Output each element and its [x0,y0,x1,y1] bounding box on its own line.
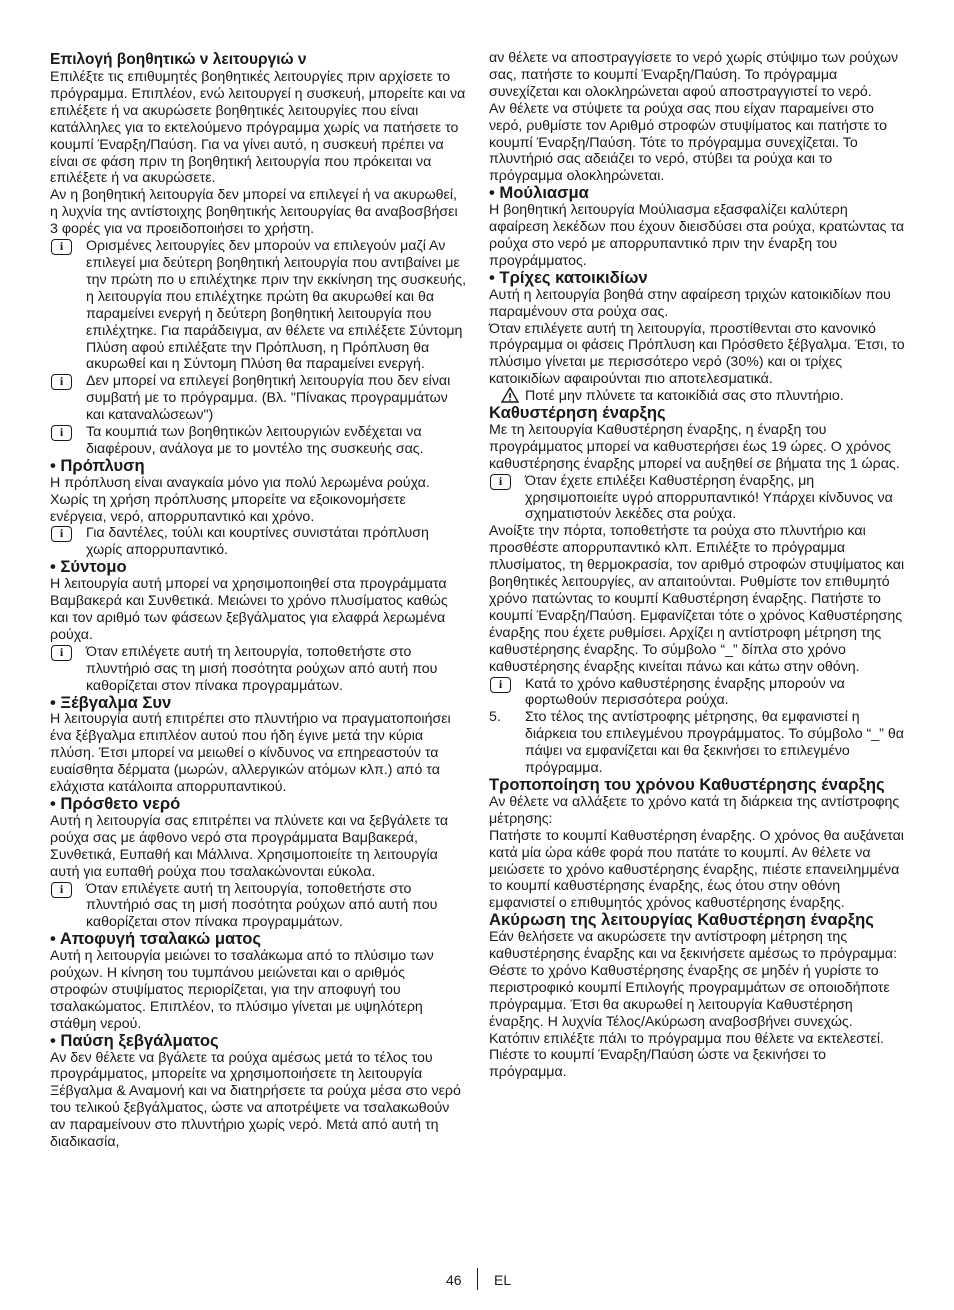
note-text: Όταν έχετε επιλέξει Καθυστέρηση έναρξης, μη χρησιμοποιείτε υγρό απορρυπαντικό! Υπάρχει κίνδυνος να σχηματιστούν λεκέδες στα ρούχα. [525,472,893,523]
anti-crease-heading: • Αποφυγή τσαλακώ ματος [50,929,261,949]
info-note [50,424,466,458]
step-text: Στο τέλος της αντίστροφης μέτρησης, θα εμφανιστεί η διάρκεια του επιλεγμένου προγράμματος. Το σύμβολο “_” θα πάψει να εμφανίζεται και θα ξεκινήσει το επιλεγμένο πρόγραμμα. [525,709,904,777]
short-text: Η λειτουργία αυτή μπορεί να χρησιμοποιηθεί στα προγράμματα Βαμβακερά και Συνθετικά. Μειώνει το χρόνο πλυσίματος καθώς και τον αριθμό των φάσεων ξεβγάλματος για ελαφρά λερωμένα ρούχα. [50,576,448,643]
left-column [50,50,466,1151]
soak-text: Η βοηθητική λειτουργία Μούλιασμα εξασφαλίζει καλύτερη αφαίρεση λεκέδων που έχουν διεισδύσει στα ρούχα, κρατώντας τα ρούχα στο νερό με απορρυπαντικό πριν την έναρξη του προγράμματος. [489,202,905,269]
delay-start-steps: Ανοίξτε την πόρτα, τοποθετήστε τα ρούχα στο πλυντήριο και προσθέστε απορρυπαντικό κλπ. Επιλέξτε το πρόγραμμα πλυσίματος, τη θερμοκρασία, τον αριθμό στροφών στυψίματος και βοηθητικές λειτουργίες, αν απαιτούνται. Ρυθμίστε τον επιθυμητό χρόνο πατώντας το κουμπί Καθυστέρηση έναρξης. Πατήστε το κουμπί Έναρξη/Παύση. Εμφανίζεται τότε ο χρόνος Καθυστέρησης έναρξης που έχετε ρυθμίσει. Αρχίζει η αντίστροφη μέτρηση της καθυστέρησης έναρξης. Το σύμβολο “_” δίπλα στο χρόνο καθυστέρησης έναρξης κινείται πάνω και κάτω στην οθόνη. [489,523,905,675]
delay-start-text: Με τη λειτουργία Καθυστέρηση έναρξης, η έναρξη του προγράμματος μπορεί να καθυστερήσει έως 19 ώρες. Ο χρόνος καθυστέρησης έναρξης μπορεί να αυξηθεί σε βήματα της 1 ώρας. [489,421,900,472]
info-note [50,373,466,424]
info-note [489,473,907,524]
info-icon: i [51,239,72,255]
rinse-plus-heading: • Ξέβγαλμα Συν [50,692,172,712]
page-number: 46 [446,1272,462,1288]
anti-crease-text: Αυτή η λειτουργία μειώνει το τσαλάκωμα από το πλύσιμο των ρούχων. Η κίνηση του τυμπάνου μειώνεται και ο αριθμός στροφών στυψίματος περιορίζεται, για την αποφυγή του τσαλακώματος. Επιπλέον, το πλύσιμο γίνεται με υψηλότερη στάθμη νερού. [50,948,434,1032]
warning-note [489,388,907,405]
extra-water-heading: • Πρόσθετο νερό [50,793,181,813]
extra-water-text: Αυτή η λειτουργία σας επιτρέπει να πλύνετε και να ξεβγάλετε τα ρούχα σας με άφθονο νερό στα προγράμματα Βαμβακερά, Συνθετικά, Ευπαθή και Μάλλινα. Χρησιμοποιείτε τη λειτουργία αυτή για ευπαθή ρούχα που τσαλακώνονται εύκολα. [50,812,449,880]
right-column [489,50,907,1081]
pet-hair-text-2: Όταν επιλέγετε αυτή τη λειτουργία, προστίθενται στο κανονικό πρόγραμμα οι φάσεις Πρόπλυση και Πρόσθετο ξέβγαλμα. Έτσι, το πλύσιμο γίνεται με περισσότερο νερό (30%) και οι τρίχες κατοικιδίων αφαιρούνται πιο αποτελεσματικά. [489,320,905,388]
info-icon: i [51,425,72,441]
info-icon: i [490,474,511,490]
short-heading: • Σύντομο [50,557,127,577]
rinse-hold-heading: • Παύση ξεβγάλματος [50,1030,219,1050]
warning-icon [501,387,519,403]
info-note [50,238,466,373]
info-icon: i [51,374,72,390]
rinse-hold-text: Αν δεν θέλετε να βγάλετε τα ρούχα αμέσως μετά το τέλος του προγράμματος, μπορείτε να χρησιμοποιήσετε τη λειτουργία Ξέβγαλμα & Αναμονή και να διατηρήσετε τα ρούχα μέσα στο νερό του τελικού ξεβγάλματος, ώστε να αποτρέψετε να τσαλακωθούν αν παραμείνουν στο πλυντήριο χωρίς νερό. Μετά από αυτή τη διαδικασία, [50,1049,461,1151]
delay-start-heading: Καθυστέρηση έναρξης [489,403,666,423]
step-number: 5. [489,709,501,726]
intro-paragraph: Επιλέξτε τις επιθυμητές βοηθητικές λειτουργίες πριν αρχίσετε το πρόγραμμα. Επιπλέον, ενώ λειτουργεί η συσκευή, μπορείτε και να επιλέξετε ή να ακυρώσετε βοηθητικές λειτουργίες που είναι κατάλληλες για το εκτελούμενο πρόγραμμα χωρίς να πατήσετε το κουμπί Έναρξη/Παύση. Για να γίνει αυτό, η συσκευή πρέπει να είναι σε φάση πριν τη βοηθητική λειτουργία που πρόκειται να επιλέξετε ή να ακυρώσετε. [50,69,466,187]
prewash-heading: • Πρόπλυση [50,455,145,475]
cancel-delay-text: Εάν θελήσετε να ακυρώσετε την αντίστροφη μέτρηση της καθυστέρησης έναρξης και να ξεκινήσετε αμέσως το πρόγραμμα: Θέστε το χρόνο Καθυστέρησης έναρξης σε μηδέν ή γυρίστε το περιστροφικό κουμπί Επιλογής προγραμμάτων σε οποιοδήποτε πρόγραμμα. Έτσι θα ακυρωθεί η λειτουργία Καθυστέρηση έναρξης. Η λυχνία Τέλος/Ακύρωση αναβοσβήνει συνεχώς. Κατόπιν επιλέξτε πάλι το πρόγραμμα που θέλετε να εκτελεστεί. Πιέστε το κουμπί Έναρξη/Παύση ώστε να ξεκινήσει το πρόγραμμα. [489,929,898,1081]
note-text: Τα κουμπιά των βοηθητικών λειτουργιών ενδέχεται να διαφέρουν, ανάλογα με το μοντέλο της συσκευής σας. [86,424,424,457]
note-text: Όταν επιλέγετε αυτή τη λειτουργία, τοποθετήστε στο πλυντήριό σας τη μισή ποσότητα ρούχων από αυτή που καθορίζεται στον πίνακα προγραμμάτων. [86,880,438,931]
info-note [50,881,466,932]
modify-delay-heading: Τροποποίηση του χρόνου Καθυστέρησης έναρξης [489,774,885,794]
prewash-text: Η πρόπλυση είναι αναγκαία μόνο για πολύ λερωμένα ρούχα. Χωρίς τη χρήση πρόπλυσης μπορείτε να εξοικονομήσετε ενέργεια, νερό, απορρυπαντικό και χρόνο. [50,474,430,525]
page-footer [0,1272,954,1292]
info-icon: i [51,645,72,661]
cancel-delay-heading: Ακύρωση της λειτουργίας Καθυστέρηση έναρξης [489,910,874,930]
footer-divider [477,1268,478,1290]
info-icon: i [51,526,72,542]
info-note [50,644,466,695]
rinse-plus-text: Η λειτουργία αυτή επιτρέπει στο πλυντήριο να πραγματοποιήσει ένα ξέβγαλμα επιπλέον αυτού που ήδη έγινε μετά την κύρια πλύση. Έτσι μπορεί να μειωθεί ο κίνδυνος να επηρεαστούν τα ευαίσθητα δέρματα (μωρών, αλλεργικών ατόμων κλπ.) από τα ελάχιστα κατάλοιπα απορρυπαντικού. [50,711,451,796]
modify-delay-text-2: Πατήστε το κουμπί Καθυστέρηση έναρξης. Ο χρόνος θα αυξάνεται κατά μία ώρα κάθε φορά που πατάτε το κουμπί. Αν θέλετε να μειώσετε το χρόνο καθυστέρησης έναρξης, πιέστε επανειλημμένα το κουμπί καθυστέρησης έναρξης, έως ότου στην οθόνη εμφανιστεί ο επιθυμητός χρόνος καθυστέρησης έναρξης. [489,827,904,912]
language-code: EL [494,1272,512,1288]
info-icon: i [51,882,72,898]
warning-text: Ποτέ μην πλύνετε τα κατοικίδιά σας στο πλυντήριο. [525,388,844,405]
info-note [489,676,907,710]
pet-hair-text: Αυτή η λειτουργία βοηθά στην αφαίρεση τριχών κατοικιδίων που παραμένουν στα ρούχα σας. [489,286,891,320]
info-icon: i [490,677,511,693]
soak-heading: • Μούλιασμα [489,183,589,203]
rinse-hold-spin-text: Αν θέλετε να στύψετε τα ρούχα σας που είχαν παραμείνει στο νερό, ρυθμίστε τον Αριθμό στροφών στυψίματος και πατήστε το κουμπί Έναρξη/Παύση. Τότε το πρόγραμμα συνεχίζεται. Το πλυντήριό σας αδειάζει το νερό, στύβει τα ρούχα και το πρόγραμμα ολοκληρώνεται. [489,100,887,185]
pet-hair-heading: • Τρίχες κατοικιδίων [489,267,648,287]
note-text: Κατά το χρόνο καθυστέρησης έναρξης μπορούν να φορτωθούν περισσότερα ρούχα. [525,675,845,709]
info-note [50,525,466,559]
modify-delay-text: Αν θέλετε να αλλάξετε το χρόνο κατά τη διάρκεια της αντίστροφης μέτρησης: [489,793,900,827]
section-title: Επιλογή βοηθητικώ ν λειτουργιώ ν [50,51,307,68]
rinse-hold-continued: αν θέλετε να αποστραγγίσετε το νερό χωρίς στύψιμο των ρούχων σας, πατήστε το κουμπί Έναρξη/Παύση. Το πρόγραμμα συνεχίζεται και ολοκληρώνεται αφού αποστραγγιστεί το νερό. [489,50,899,100]
note-text: Ορισμένες λειτουργίες δεν μπορούν να επιλεγούν μαζί Αν επιλεγεί μια δεύτερη βοηθητική λειτουργία που αντιβαίνει με την πρώτη πο υ επιλέχτηκε πριν την εκκίνηση της συσκευής, η λειτουργία που επιλέχτηκε πρώτη θα ακυρωθεί και θα παραμείνει ενεργή η δεύτερη βοηθητική λειτουργία που επιλέχτηκε. Για παράδειγμα, αν θέλετε να επιλέξετε Σύντομη Πλύση αφού επιλέξατε την Πρόπλυση, η Πρόπλυση θα ακυρωθεί και η Σύντομη Πλύση θα παραμείνει ενεργή. [86,238,467,373]
intro-paragraph-2: Αν η βοηθητική λειτουργία δεν μπορεί να επιλεγεί ή να ακυρωθεί, η λυχνία της αντίστοιχης βοηθητικής λειτουργίας θα αναβοσβήσει 3 φορές για να προειδοποιήσει το χρήστη. [50,187,458,238]
numbered-step [489,709,907,777]
note-text: Όταν επιλέγετε αυτή τη λειτουργία, τοποθετήστε στο πλυντήριό σας τη μισή ποσότητα ρούχων από αυτή που καθορίζεται στον πίνακα προγραμμάτων. [86,643,438,694]
note-text: Για δαντέλες, τούλι και κουρτίνες συνιστάται πρόπλυση χωρίς απορρυπαντικό. [86,525,429,559]
note-text: Δεν μπορεί να επιλεγεί βοηθητική λειτουργία που δεν είναι συμβατή με το πρόγραμμα. (Βλ. "Πίνακας προγραμμάτων και καταναλώσεων") [86,373,451,424]
